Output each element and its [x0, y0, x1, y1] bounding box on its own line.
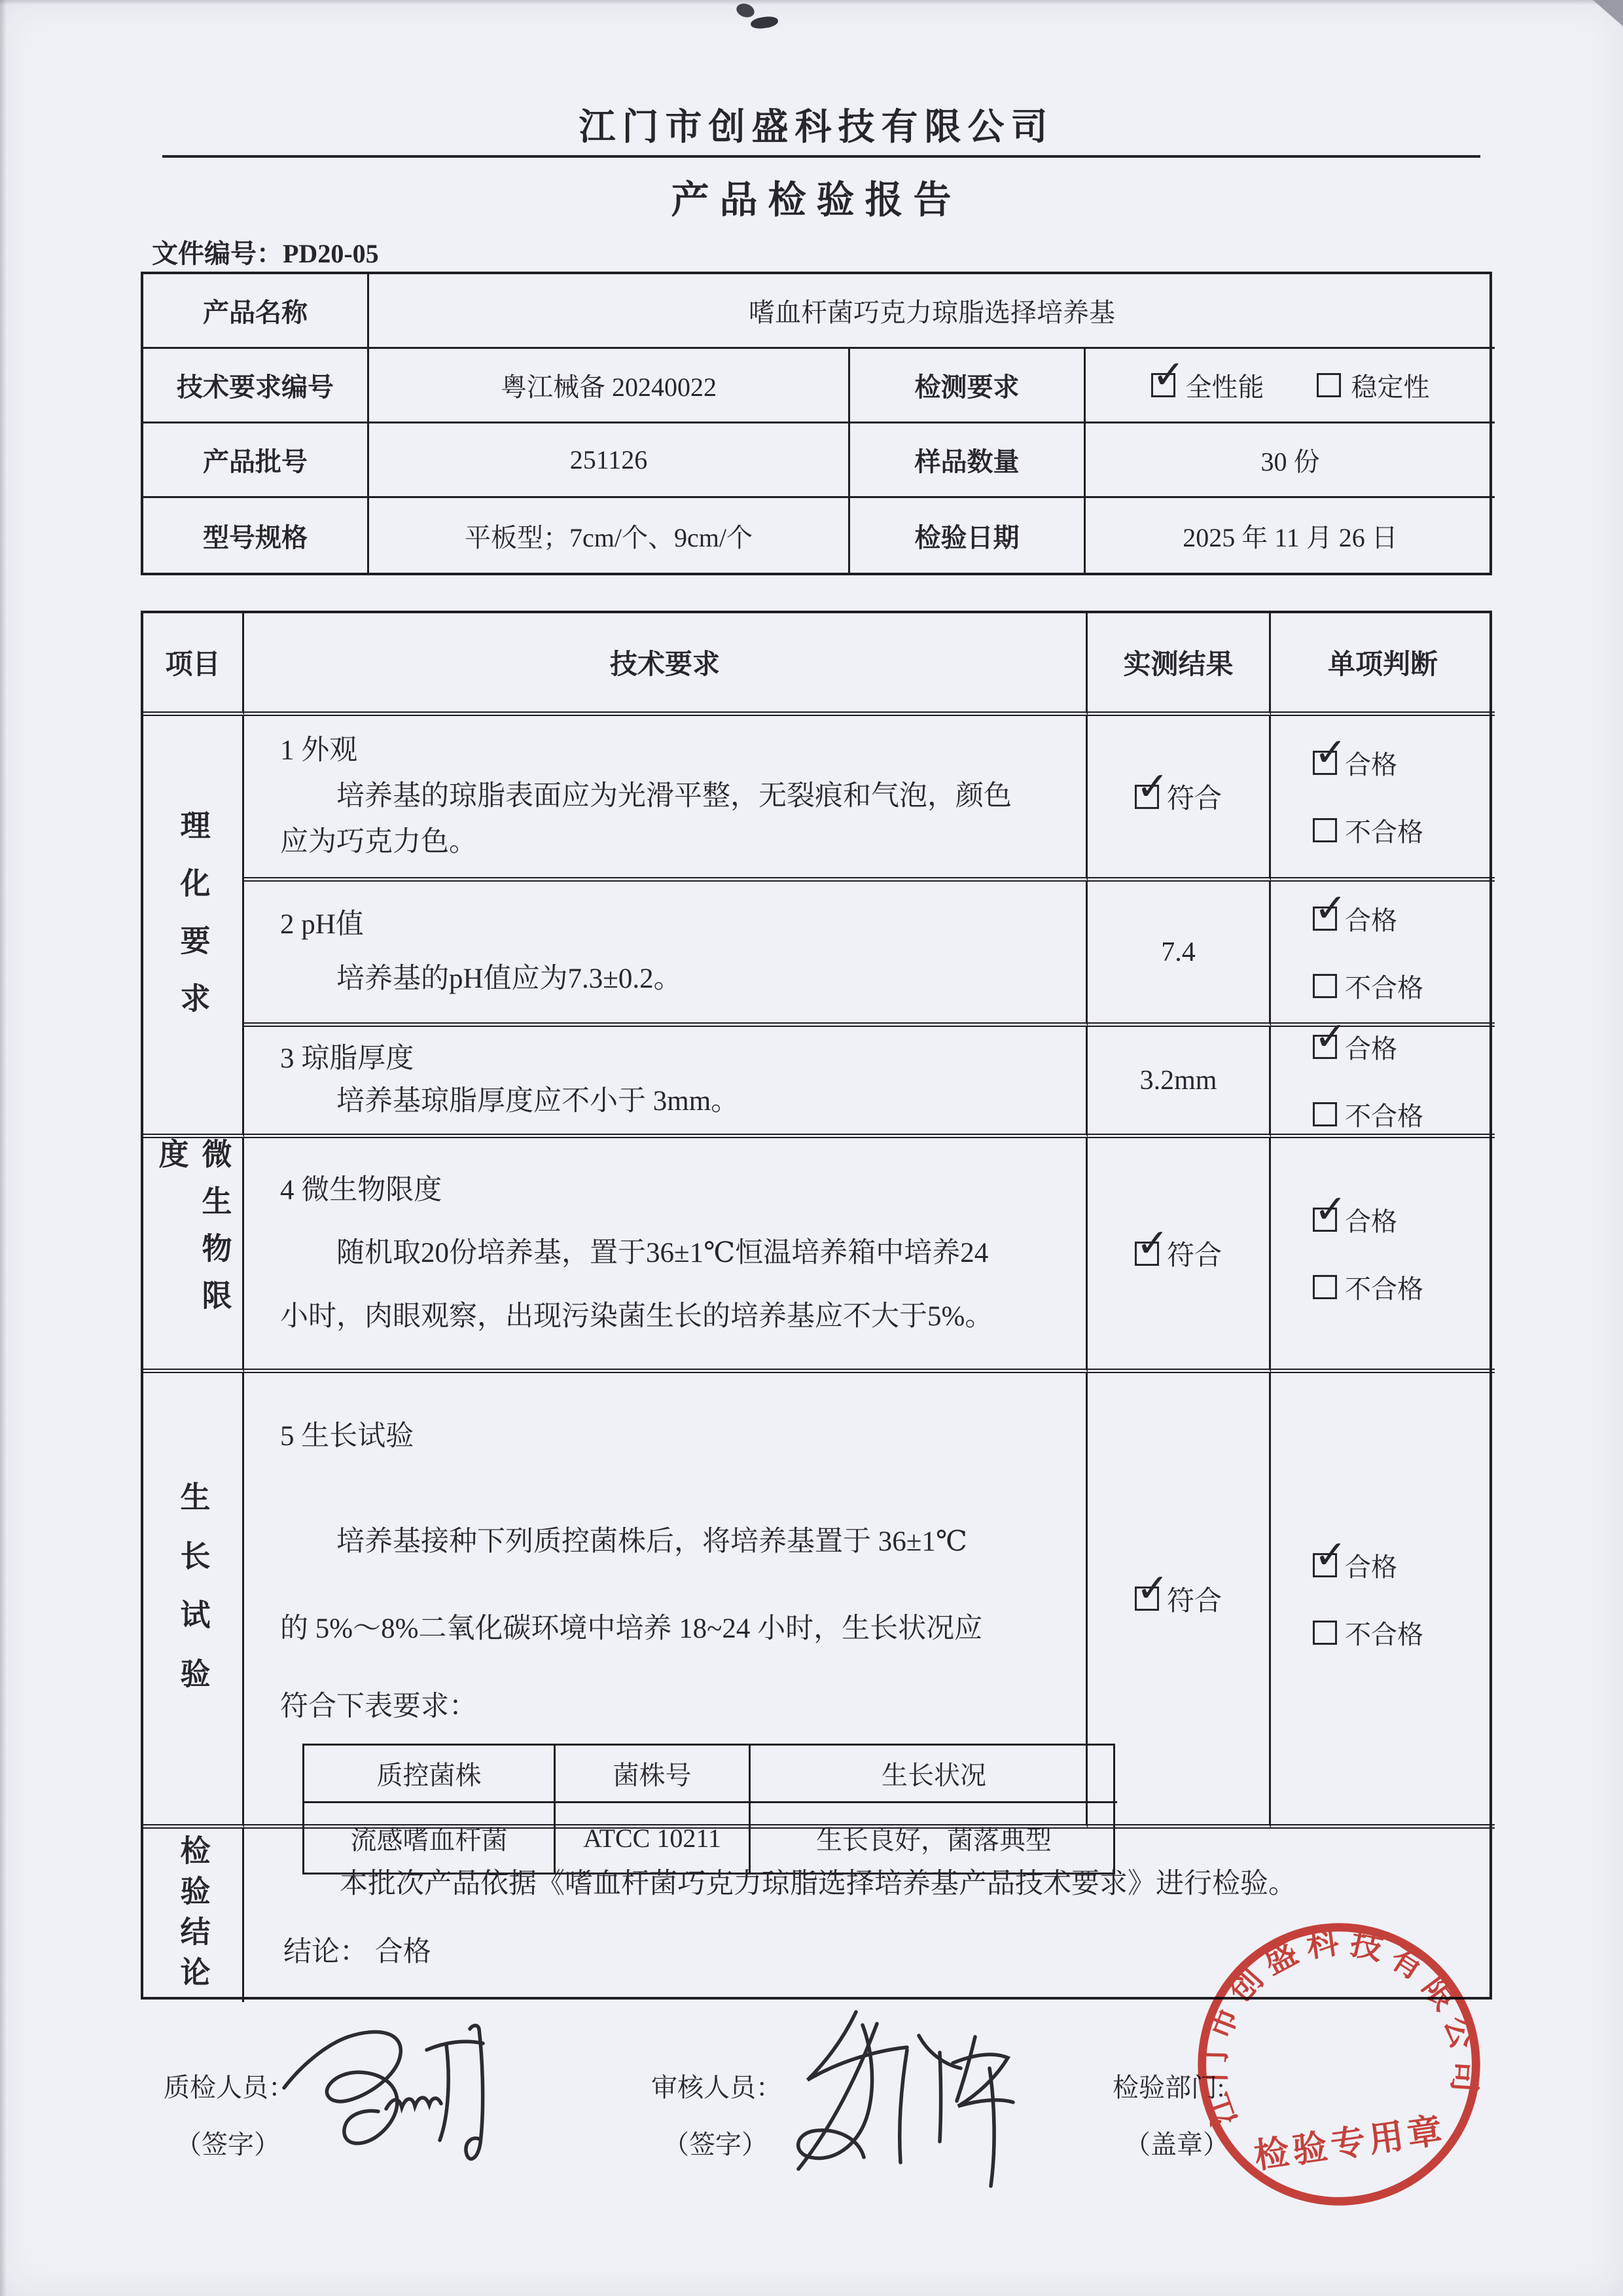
category-microbial-limit: 微生物限度: [143, 1138, 244, 1373]
judgment-microbial: [1271, 1138, 1495, 1373]
test-requirement-label: 检测要求: [850, 349, 1086, 423]
product-name-label: 产品名称: [143, 274, 369, 349]
test-requirement-options: [1086, 349, 1495, 423]
judgment-thickness: [1271, 1027, 1495, 1138]
category-conclusion: 检验结论: [143, 1829, 244, 2002]
item-appearance-requirement: [244, 716, 1088, 882]
item-text-line: 培养基琼脂厚度应不小于 3mm。: [336, 1086, 740, 1117]
tech-requirement-no-value: 粤江械备 20240022: [369, 349, 850, 423]
judgment-pass-line: [1313, 1547, 1495, 1584]
item-text-line: 应为巧克力色。: [280, 827, 477, 857]
strain-name-cell: 流感嗜血杆菌: [304, 1803, 556, 1873]
company-seal: [1172, 1897, 1507, 2232]
category-physicochemical: 理化要求: [143, 716, 244, 1138]
pass-label: 合格: [1345, 1552, 1397, 1582]
product-info-table: [141, 272, 1492, 575]
document-number-value: PD20-05: [283, 239, 379, 268]
scan-edge-shadow-top: [0, 0, 1623, 5]
report-title: 产品检验报告: [671, 179, 962, 221]
item-title: 2 pH值: [280, 909, 364, 940]
conform-label: 符合: [1166, 1241, 1222, 1271]
sample-qty-label: 样品数量: [850, 423, 1086, 498]
batch-no-value: 251126: [369, 423, 850, 498]
scan-edge-shadow-left: [0, 0, 7, 2296]
svg-text:江门市创盛科技有限公司: [1178, 1907, 1488, 2132]
qc-signature: [275, 2011, 517, 2187]
conform-label: 符合: [1166, 784, 1222, 814]
dept-label: 检验部门:: [1113, 2073, 1225, 2102]
scan-smudge-artifact: [750, 15, 779, 30]
growth-status-cell: 生长良好，菌落典型: [816, 1825, 1052, 1855]
review-sub-label: （签字）: [663, 2130, 768, 2159]
inspection-date-value: 2025 年 11 月 26 日: [1183, 522, 1398, 552]
dept-sub-label: （盖章）: [1124, 2130, 1229, 2159]
header-tech-requirement: 技术要求: [244, 613, 1088, 716]
item-growth-requirement: [244, 1373, 1088, 1855]
judgment-growth: [1271, 1373, 1495, 1829]
header-measured-result: 实测结果: [1088, 613, 1271, 716]
checkbox-fail: [1313, 1621, 1337, 1645]
pass-label: 合格: [1345, 750, 1397, 780]
conclusion-result: 结论： 合格: [283, 1937, 431, 1968]
document-number: [152, 233, 379, 270]
checkbox-conform: [1135, 785, 1159, 809]
seal-company-text: 江门市创盛科技有限公司: [1196, 1924, 1483, 2131]
review-sign-block: [651, 2067, 782, 2161]
checkbox-pass: [1313, 1035, 1337, 1059]
item-title: 1 外观: [280, 735, 358, 766]
judgment-pass-line: [1313, 1028, 1495, 1066]
item-thickness-requirement: [244, 1027, 1088, 1138]
checkbox-conform: [1135, 1587, 1159, 1611]
review-signature: [779, 1998, 1021, 2194]
inspection-result-table: [141, 611, 1492, 2000]
thickness-value: 3.2mm: [1139, 1065, 1217, 1096]
judgment-pass-line: [1313, 744, 1495, 781]
result-appearance: [1088, 716, 1271, 882]
growth-status-header: 生长状况: [751, 1746, 1117, 1803]
judgment-fail-line: [1313, 812, 1495, 849]
judgment-pass-line: [1313, 900, 1495, 937]
judgment-ph: [1271, 882, 1495, 1027]
company-name: 江门市创盛科技有限公司: [579, 107, 1054, 148]
result-microbial: [1088, 1138, 1271, 1373]
checkbox-fail: [1313, 974, 1337, 998]
item-title: 5 生长试验: [280, 1421, 414, 1452]
fail-label: 不合格: [1345, 1619, 1423, 1649]
tech-requirement-no-label: 技术要求编号: [143, 349, 369, 423]
conform-label: 符合: [1166, 1586, 1222, 1617]
review-label: 审核人员：: [651, 2073, 782, 2102]
judgment-fail-line: [1313, 1268, 1495, 1306]
checkbox-fail: [1313, 1102, 1337, 1126]
checkbox-pass: [1313, 1208, 1337, 1232]
strain-no-cell: ATCC 10211: [556, 1803, 751, 1873]
judgment-fail-line: [1313, 1614, 1495, 1651]
pass-label: 合格: [1345, 1033, 1397, 1064]
item-text-line: 小时，肉眼观察，出现污染菌生长的培养基应不大于5%。: [280, 1300, 993, 1332]
judgment-fail-line: [1313, 1096, 1495, 1133]
full-performance-label: 全性能: [1185, 372, 1264, 402]
product-name-value: 嗜血杆菌巧克力琼脂选择培养基: [369, 274, 1495, 349]
inspection-date-label: 检验日期: [850, 498, 1086, 573]
header-item: 项目: [143, 613, 244, 716]
stability-label: 稳定性: [1351, 372, 1430, 402]
checkbox-stability: [1317, 373, 1341, 397]
result-growth: [1088, 1373, 1271, 1829]
fail-label: 不合格: [1345, 1101, 1423, 1131]
checkbox-pass: [1313, 906, 1337, 931]
item-text-line: 符合下表要求：: [280, 1691, 477, 1722]
checkbox-pass: [1313, 751, 1337, 775]
item-text-line: 培养基的pH值应为7.3±0.2。: [336, 963, 682, 994]
checkbox-full-performance: [1151, 373, 1175, 397]
result-thickness: [1088, 1027, 1271, 1138]
judgment-pass-line: [1313, 1201, 1495, 1238]
pass-label: 合格: [1345, 1207, 1397, 1236]
model-spec-label: 型号规格: [143, 498, 369, 573]
item-text-line: 培养基的琼脂表面应为光滑平整，无裂痕和气泡，颜色: [336, 781, 1012, 812]
fail-label: 不合格: [1345, 817, 1423, 847]
fail-label: 不合格: [1345, 1274, 1423, 1304]
ph-value: 7.4: [1161, 937, 1196, 967]
batch-no-label: 产品批号: [143, 423, 369, 498]
fail-label: 不合格: [1345, 973, 1423, 1003]
judgment-fail-line: [1313, 967, 1495, 1005]
strain-no-header: 菌株号: [556, 1746, 751, 1803]
item-ph-requirement: [244, 882, 1088, 1027]
item-title: 3 琼脂厚度: [280, 1043, 414, 1074]
scan-corner-artifact: [1593, 0, 1623, 26]
checkbox-pass: [1313, 1553, 1337, 1577]
pass-label: 合格: [1345, 905, 1397, 935]
document-number-label: 文件编号：: [152, 239, 283, 268]
strain-header: 质控菌株: [304, 1746, 556, 1803]
judgment-appearance: [1271, 716, 1495, 882]
header-divider-line: [162, 155, 1480, 158]
header-judgment: 单项判断: [1271, 613, 1495, 716]
model-spec-value: 平板型；7cm/个、9cm/个: [369, 498, 850, 573]
item-microbial-requirement: [244, 1138, 1088, 1373]
item-text-line: 培养基接种下列质控菌株后，将培养基置于 36±1℃: [336, 1526, 967, 1557]
checkbox-fail: [1313, 818, 1337, 842]
checkbox-fail: [1313, 1275, 1337, 1299]
sample-qty-value: 30 份: [1086, 423, 1495, 498]
item-text-line: 的 5%～8%二氧化碳环境中培养 18~24 小时，生长状况应: [280, 1613, 983, 1644]
checkbox-conform: [1135, 1242, 1159, 1266]
conclusion-text: 本批次产品依据《嗜血杆菌巧克力琼脂选择培养基产品技术要求》进行检验。: [340, 1868, 1296, 1899]
result-ph: [1088, 882, 1271, 1027]
item-text-line: 随机取20份培养基，置于36±1℃恒温培养箱中培养24: [336, 1238, 989, 1268]
seal-bottom-text: 检验专用章: [1251, 2111, 1449, 2176]
category-growth-test: 生长试验: [143, 1373, 244, 1829]
qc-label: 质检人员：: [164, 2073, 294, 2102]
qc-sub-label: （签字）: [175, 2130, 280, 2159]
item-title: 4 微生物限度: [280, 1174, 442, 1206]
